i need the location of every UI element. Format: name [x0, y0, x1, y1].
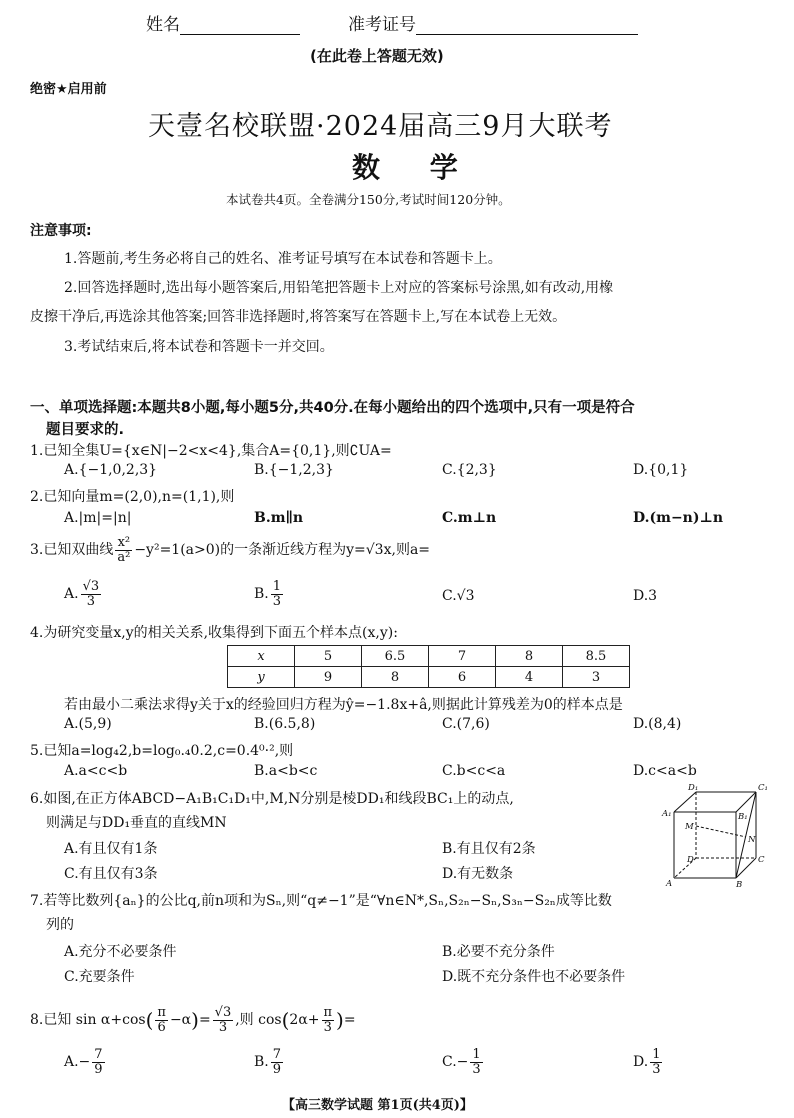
subject-title: 数 学	[352, 151, 478, 184]
q6-option-c[interactable]: C.有且仅有3条	[64, 866, 158, 882]
q4-stem: 4.为研究变量x,y的相关关系,收集得到下面五个样本点(x,y):	[30, 625, 398, 641]
q6-stem-2: 则满足与DD₁垂直的直线MN	[46, 815, 227, 831]
q8-b-num: 7	[272, 1047, 282, 1062]
q2-stem: 2.已知向量m=(2,0),n=(1,1),则	[30, 489, 235, 505]
label-b1: B₁	[738, 812, 748, 822]
table-cell: 8	[496, 646, 563, 667]
q4-option-c[interactable]: C.(7,6)	[442, 716, 490, 732]
q8-d-num: 1	[652, 1047, 661, 1062]
q7-option-a[interactable]: A.充分不必要条件	[64, 944, 177, 960]
label-b: B	[736, 880, 743, 890]
exam-info: 本试卷共4页。全卷满分150分,考试时间120分钟。	[226, 192, 511, 207]
q3-option-a[interactable]	[64, 580, 103, 608]
label-c1: C₁	[758, 783, 768, 793]
notes-heading: 注意事项:	[30, 223, 92, 239]
q2-option-c[interactable]: C.m⊥n	[442, 510, 497, 526]
q8-paren: (	[145, 1008, 154, 1033]
cube-edge	[736, 858, 756, 878]
q5-option-d[interactable]: D.c<a<b	[633, 763, 697, 779]
q3-b-den: 3	[272, 593, 282, 609]
page-footer: 【高三数学试题 第1页(共4页)】	[282, 1098, 473, 1113]
q8-a-den: 9	[94, 1061, 103, 1077]
q8-inner: 2α+	[289, 1012, 320, 1029]
q8-c-den: 3	[472, 1061, 481, 1077]
exam-title: 天壹名校联盟·2024届高三9月大联考	[148, 111, 613, 142]
q8-option-c[interactable]	[442, 1048, 485, 1076]
q8-stem-pre: 8.已知 sin α+cos	[30, 1012, 146, 1029]
q8-stem	[30, 1006, 356, 1034]
table-cell: 6.5	[362, 646, 429, 667]
q1-option-d[interactable]: D.{0,1}	[633, 462, 689, 478]
q6-option-a[interactable]: A.有且仅有1条	[64, 841, 158, 857]
q8-b-den: 9	[272, 1061, 282, 1077]
cube-edge	[736, 792, 756, 812]
label-a1: A₁	[662, 809, 672, 819]
cube-figure	[658, 782, 772, 890]
q8-a-label: A.−	[64, 1054, 91, 1071]
table-cell: 8.5	[563, 646, 630, 667]
q8-paren: (	[281, 1008, 290, 1033]
q8-f1-den: 6	[157, 1019, 166, 1035]
q3-frac-num: x²	[115, 536, 132, 551]
q7-stem: 7.若等比数列{aₙ}的公比q,前n项和为Sₙ,则“q≠−1”是“∀n∈N*,Sₙ,S₂ₙ−Sₙ,S₃ₙ−S₂ₙ成等比数	[30, 893, 612, 909]
segment-mn	[696, 826, 746, 837]
section-1-heading: 一、单项选择题:本题共8小题,每小题5分,共40分.在每小题给出的四个选项中,只有一项是符合	[30, 400, 635, 416]
invalid-note: (在此卷上答题无效)	[310, 47, 444, 65]
table-cell: 4	[496, 667, 563, 688]
q8-f3-num: π	[323, 1005, 333, 1020]
q5-option-a[interactable]: A.a<c<b	[64, 763, 128, 779]
q8-paren: )	[191, 1008, 199, 1033]
table-row-x	[228, 646, 630, 667]
q8-option-a[interactable]	[64, 1048, 107, 1076]
q7-option-b[interactable]: B.必要不充分条件	[442, 944, 555, 960]
note-1: 1.答题前,考生务必将自己的姓名、准考证号填写在本试卷和答题卡上。	[64, 251, 502, 267]
table-cell: 6	[429, 667, 496, 688]
q3-stem-pre: 3.已知双曲线	[30, 542, 114, 559]
q7-option-c[interactable]: C.充要条件	[64, 969, 135, 985]
q3-a-num: √3	[82, 579, 100, 594]
q3-b-label: B.	[254, 586, 269, 603]
q4-stem-2: 若由最小二乘法求得y关于x的经验回归方程为ŷ=−1.8x+â,则据此计算残差为0的样本点是	[64, 697, 623, 713]
name-field	[146, 10, 300, 35]
table-cell: 8	[362, 667, 429, 688]
label-d: D	[687, 855, 694, 865]
note-2a: 2.回答选择题时,选出每小题答案后,用铅笔把答题卡上对应的答案标号涂黑,如有改动,用橡	[64, 280, 614, 296]
q6-option-d[interactable]: D.有无数条	[442, 866, 514, 882]
label-n: N	[748, 835, 756, 845]
q1-option-a[interactable]: A.{−1,0,2,3}	[64, 462, 158, 478]
q8-a-num: 7	[94, 1047, 103, 1062]
q3-fraction	[115, 536, 132, 564]
q7-option-d[interactable]: D.既不充分条件也不必要条件	[442, 969, 626, 985]
q8-option-b[interactable]	[254, 1048, 285, 1076]
q8-f2-num: √3	[214, 1005, 232, 1020]
q6-option-b[interactable]: B.有且仅有2条	[442, 841, 536, 857]
id-blank[interactable]	[416, 16, 638, 35]
q5-option-b[interactable]: B.a<b<c	[254, 763, 318, 779]
q3-a-label: A.	[64, 586, 79, 603]
id-field	[348, 10, 638, 35]
q3-option-c[interactable]: C.√3	[442, 588, 475, 604]
table-cell: 7	[429, 646, 496, 667]
q2-option-d[interactable]: D.(m−n)⊥n	[633, 510, 724, 526]
q8-mid2: ,则 cos	[235, 1012, 282, 1029]
q1-option-c[interactable]: C.{2,3}	[442, 462, 497, 478]
q8-c-num: 1	[472, 1047, 481, 1062]
q1-stem: 1.已知全集U={x∈N|−2<x<4},集合A={0,1},则∁UA=	[30, 443, 392, 459]
q3-stem	[30, 536, 430, 564]
note-2b: 皮擦干净后,再选涂其他答案;回答非选择题时,将答案写在答题卡上,写在本试卷上无效。	[30, 309, 567, 325]
label-c: C	[758, 855, 765, 865]
q2-option-b[interactable]: B.m∥n	[254, 510, 304, 526]
id-label: 准考证号	[348, 15, 416, 35]
q4-option-a[interactable]: A.(5,9)	[64, 716, 112, 732]
q2-option-a[interactable]: A.|m|=|n|	[64, 510, 132, 526]
label-d1: D₁	[688, 783, 699, 793]
sample-table	[227, 645, 630, 688]
q6-stem: 6.如图,在正方体ABCD−A₁B₁C₁D₁中,M,N分别是棱DD₁和线段BC₁上的动点,	[30, 791, 514, 807]
q7-stem-2: 列的	[46, 917, 74, 933]
q4-option-b[interactable]: B.(6.5,8)	[254, 716, 316, 732]
q8-d-den: 3	[652, 1061, 661, 1077]
q3-a-den: 3	[86, 593, 95, 609]
q8-d-label: D.	[633, 1054, 649, 1071]
q8-b-label: B.	[254, 1054, 269, 1071]
q1-option-b[interactable]: B.{−1,2,3}	[254, 462, 334, 478]
q3-frac-den: a²	[117, 549, 131, 565]
section-1-heading-cont: 题目要求的.	[46, 422, 125, 438]
q3-b-num: 1	[272, 579, 282, 594]
q5-stem: 5.已知a=log₄2,b=log₀.₄0.2,c=0.4⁰·²,则	[30, 743, 294, 759]
q8-f3-den: 3	[323, 1019, 332, 1035]
table-cell: y	[228, 667, 295, 688]
q8-f1-num: π	[157, 1005, 166, 1020]
q3-option-b[interactable]	[254, 580, 285, 608]
q8-tail: =	[343, 1012, 356, 1029]
q8-paren: )	[336, 1008, 344, 1033]
name-label: 姓名	[146, 15, 180, 35]
q8-f2-den: 3	[218, 1019, 228, 1035]
q8-c-label: C.−	[442, 1054, 469, 1071]
secret-mark: 绝密★启用前	[30, 82, 107, 97]
q3-option-d[interactable]: D.3	[633, 588, 658, 604]
q8-mid1: −α	[169, 1012, 192, 1029]
q4-option-d[interactable]: D.(8,4)	[633, 716, 682, 732]
q8-eq: =	[198, 1012, 211, 1029]
note-3: 3.考试结束后,将本试卷和答题卡一并交回。	[64, 339, 334, 355]
table-cell: 3	[563, 667, 630, 688]
q3-stem-post: −y²=1(a>0)的一条渐近线方程为y=√3x,则a=	[134, 542, 431, 559]
table-cell: 9	[295, 667, 362, 688]
table-cell: x	[228, 646, 295, 667]
cube-edge	[674, 792, 696, 812]
table-row-y	[228, 667, 630, 688]
name-blank[interactable]	[180, 16, 300, 35]
label-m: M	[685, 822, 694, 832]
q5-option-c[interactable]: C.b<c<a	[442, 763, 506, 779]
label-a: A	[666, 879, 673, 889]
q8-option-d[interactable]	[633, 1048, 664, 1076]
table-cell: 5	[295, 646, 362, 667]
